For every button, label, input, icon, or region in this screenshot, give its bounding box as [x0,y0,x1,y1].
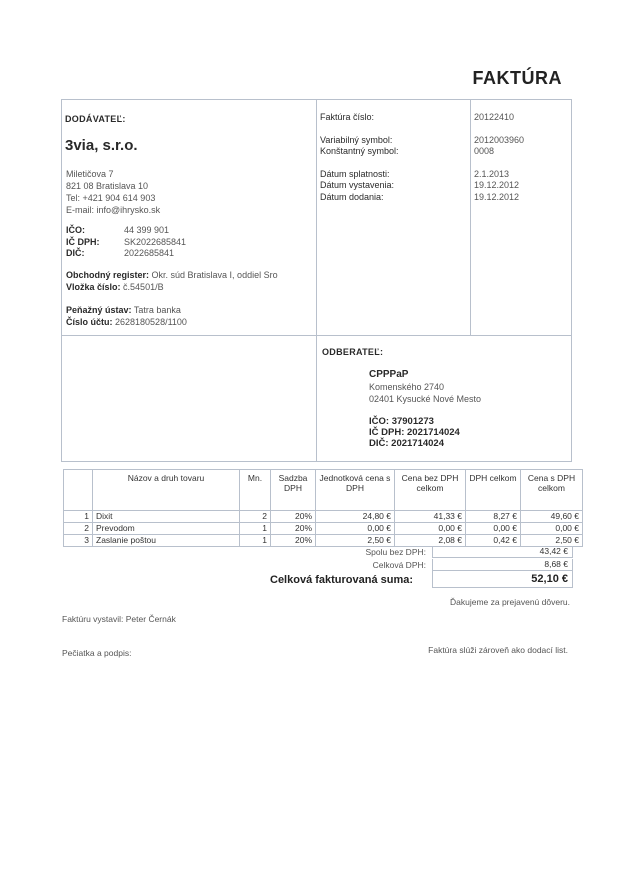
row-unit-price: 0,00 € [316,523,395,535]
due-date-label: Dátum splatnosti: [320,169,390,179]
grand-total-label: Celková fakturovaná suma: [270,574,414,586]
row-net-total: 41,33 € [395,511,466,523]
due-date: 2.1.2013 [474,169,510,179]
row-vat-rate: 20% [271,523,316,535]
supplier-insert [66,282,164,292]
invoice-divider [470,99,471,336]
row-vat-rate: 20% [271,511,316,523]
supplier-ico-value-wrap [124,225,169,235]
row-vat-total: 8,27 € [466,511,521,523]
supplier-dic-label: DIČ: [66,248,85,258]
supplier-city: 821 08 Bratislava 10 [66,181,149,191]
supplier-icdph-value: SK2022685841 [124,237,187,247]
supplier-address [66,168,160,216]
row-vat-rate: 20% [271,535,316,547]
thanks-note: Ďakujeme za prejavenú dôveru. [449,597,570,607]
issue-date-label: Dátum vystavenia: [320,180,395,190]
supplier-phone: Tel: +421 904 614 903 [66,193,156,203]
row-no: 1 [64,511,93,523]
customer-street: Komenského 2740 [369,382,445,392]
supplier-ico-value: 44 399 901 [124,225,170,235]
row-name: Dixit [93,511,240,523]
row-name: Prevodom [93,523,240,535]
customer-icdph: IČ DPH: 2021714024 [369,427,460,438]
row-no: 3 [64,535,93,547]
constant-symbol: 0008 [474,146,495,156]
invoice-number-label: Faktúra číslo: [320,112,375,122]
row-gross-total: 2,50 € [521,535,583,547]
supplier-icdph [66,237,100,247]
supplier-icdph-label: IČ DPH: [66,237,100,247]
row-qty: 2 [240,511,271,523]
table-row [64,523,583,535]
supplier-heading: DODÁVATEĽ: [65,114,126,124]
supplier-icdph-value-wrap [124,237,186,247]
empty-box [61,335,317,462]
document-title: FAKTÚRA [472,68,562,88]
supplier-register [66,270,314,280]
net-total-label: Spolu bez DPH: [365,547,426,557]
col-header-vat-rate: Sadzba DPH [271,470,316,511]
supplier-account-label: Číslo účtu: [66,317,113,327]
supplier-box [61,99,317,336]
grand-total-value: 52,10 € [432,571,573,588]
row-gross-total: 49,60 € [521,511,583,523]
supplier-dic [66,248,85,258]
row-no: 2 [64,523,93,535]
issued-by: Faktúru vystavil: Peter Černák [62,614,176,624]
customer-name: CPPPaP [369,369,409,380]
supplier-dic-value-wrap [124,248,174,258]
col-header-vat-total: DPH celkom [466,470,521,511]
supplier-ico-label: IČO: [66,225,85,235]
col-header-unit-price: Jednotková cena s DPH [316,470,395,511]
supplier-bank [66,305,181,315]
table-header-row [64,470,583,511]
customer-dic: DIČ: 2021714024 [369,438,444,449]
variable-symbol-label: Variabilný symbol: [320,135,393,145]
supplier-street: Miletičova 7 [66,169,114,179]
constant-symbol-label: Konštantný symbol: [320,146,399,156]
row-unit-price: 2,50 € [316,535,395,547]
variable-symbol: 2012003960 [474,135,525,145]
row-vat-total: 0,42 € [466,535,521,547]
row-qty: 1 [240,535,271,547]
row-unit-price: 24,80 € [316,511,395,523]
row-qty: 1 [240,523,271,535]
delivery-date-label: Dátum dodania: [320,192,384,202]
stamp-signature-label: Pečiatka a podpis: [62,648,132,658]
vat-total-value: 8,68 € [432,559,573,571]
net-total-value: 43,42 € [432,546,573,558]
row-net-total: 2,08 € [395,535,466,547]
customer-heading: ODBERATEĽ: [322,347,384,357]
row-net-total: 0,00 € [395,523,466,535]
customer-address [369,381,481,405]
row-name: Zaslanie poštou [93,535,240,547]
col-header-net-total: Cena bez DPH celkom [395,470,466,511]
supplier-register-label: Obchodný register: [66,270,150,280]
supplier-name: 3via, s.r.o. [65,137,138,154]
col-header-no [64,470,93,511]
supplier-account-value: 2628180528/1100 [115,317,187,327]
supplier-ico [66,225,85,235]
customer-city: 02401 Kysucké Nové Mesto [369,394,482,404]
items-table [63,469,583,547]
col-header-name: Názov a druh tovaru [93,470,240,511]
col-header-qty: Mn. [240,470,271,511]
supplier-dic-value: 2022685841 [124,248,175,258]
invoice-number: 20122410 [474,112,515,122]
supplier-register-value: Okr. súd Bratislava I, oddiel Sro [151,270,278,280]
col-header-gross-total: Cena s DPH celkom [521,470,583,511]
supplier-bank-value: Tatra banka [133,305,181,315]
table-row [64,535,583,547]
supplier-insert-value: č.54501/B [123,282,164,292]
customer-ico: IČO: 37901273 [369,416,434,427]
vat-total-label: Celková DPH: [372,560,426,570]
row-gross-total: 0,00 € [521,523,583,535]
delivery-date: 19.12.2012 [474,192,520,202]
supplier-account [66,317,187,327]
supplier-insert-label: Vložka číslo: [66,282,121,292]
row-vat-total: 0,00 € [466,523,521,535]
table-row [64,511,583,523]
supplier-bank-label: Peňažný ústav: [66,305,132,315]
issue-date: 19.12.2012 [474,180,520,190]
delivery-note: Faktúra slúži zároveň ako dodací list. [428,645,568,655]
supplier-email: E-mail: info@ihrysko.sk [66,205,161,215]
